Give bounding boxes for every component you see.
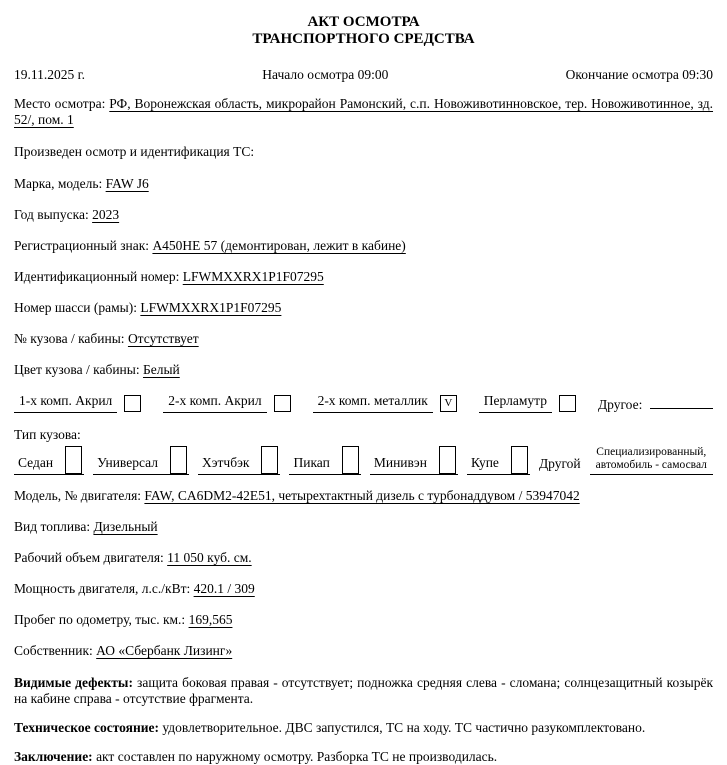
body-type-minivan <box>370 446 458 475</box>
field-value: 169,565 <box>188 612 233 627</box>
paragraph-visible-defects <box>14 675 713 707</box>
paragraph-text: удовлетворительное. ДВС запустился, ТС на ходу. ТС частично разукомплектовано. <box>162 720 646 735</box>
header-row <box>14 67 713 83</box>
field-body-color <box>14 362 713 378</box>
field-owner <box>14 643 713 659</box>
field-value: РФ, Воронежская область, микрорайон Рамонский, с.п. Новоживотинновское, тер. Новоживотинное, зд. 52/, пом. 1 <box>14 96 714 127</box>
other-blank-line <box>650 394 713 409</box>
title-line-1: АКТ ОСМОТРА <box>307 14 420 30</box>
field-label: № кузова / кабины: <box>14 331 125 346</box>
title-line-2: ТРАНСПОРТНОГО СРЕДСТВА <box>252 31 475 47</box>
body-type-other-label: Другой <box>538 456 581 471</box>
field-reg-plate <box>14 238 713 254</box>
checkbox-label: Минивэн <box>373 455 427 470</box>
field-value: 2023 <box>92 207 120 222</box>
field-label: Собственник: <box>14 643 93 658</box>
paragraph-text: акт составлен по наружному осмотру. Разборка ТС не производилась. <box>96 749 498 764</box>
field-value: Дизельный <box>93 519 158 534</box>
inspection-end-time: Окончание осмотра 09:30 <box>565 67 713 82</box>
checkbox-label: 1-х комп. Акрил <box>14 393 117 413</box>
field-engine-power <box>14 581 713 597</box>
paint-other <box>598 394 713 413</box>
field-value: LFWMXXRX1P1F07295 <box>140 300 282 315</box>
field-label: Идентификационный номер: <box>14 269 180 284</box>
field-body-number <box>14 331 713 347</box>
other-value-line-1: Специализированный, <box>596 446 707 458</box>
field-value: LFWMXXRX1P1F07295 <box>182 269 324 284</box>
field-label: Модель, № двигателя: <box>14 488 142 503</box>
field-value: Белый <box>142 362 180 377</box>
body-type-hatchback <box>198 446 280 475</box>
field-label: Цвет кузова / кабины: <box>14 362 140 377</box>
field-label: Вид топлива: <box>14 519 91 534</box>
field-odometer <box>14 612 713 628</box>
body-type-label: Тип кузова: <box>14 427 81 442</box>
checkbox[interactable] <box>65 446 82 474</box>
checkbox-label: Пикап <box>293 455 330 470</box>
checkbox-label: Седан <box>18 455 54 470</box>
checkbox-label: Перламутр <box>479 393 552 413</box>
paint-option-metallic <box>313 393 457 413</box>
field-value: АО «Сбербанк Лизинг» <box>96 643 233 658</box>
paint-type-row <box>14 393 713 413</box>
paragraph-label: Видимые дефекты: <box>14 675 133 690</box>
field-place <box>14 96 713 128</box>
paint-option-acrylic-2 <box>163 393 290 413</box>
field-year <box>14 207 713 223</box>
checkbox[interactable] <box>261 446 278 474</box>
body-type-wagon <box>93 446 189 475</box>
checkbox[interactable] <box>439 446 456 474</box>
body-type-sedan <box>14 446 84 475</box>
field-value: FAW, CA6DM2-42E51, четырехтактный дизель с турбонаддувом / 53947042 <box>144 488 580 503</box>
checkbox[interactable] <box>124 395 141 412</box>
field-value: А450НЕ 57 (демонтирован, лежит в кабине) <box>152 238 406 253</box>
paragraph-conclusion <box>14 749 713 765</box>
intro-line: Произведен осмотр и идентификация ТС: <box>14 144 255 159</box>
checkbox[interactable] <box>274 395 291 412</box>
field-label: Рабочий объем двигателя: <box>14 550 164 565</box>
body-type-row <box>14 446 713 475</box>
paint-option-acrylic-1 <box>14 393 141 413</box>
checkbox-label: 2-х комп. металлик <box>313 393 433 413</box>
field-label: Номер шасси (рамы): <box>14 300 137 315</box>
field-label: Место осмотра: <box>14 96 106 111</box>
field-label: Мощность двигателя, л.с./кВт: <box>14 581 191 596</box>
field-value: FAW J6 <box>105 176 149 191</box>
checkbox-label: Универсал <box>97 455 158 470</box>
other-value-line-2: автомобиль - самосвал <box>595 459 707 471</box>
field-label: Пробег по одометру, тыс. км.: <box>14 612 186 627</box>
checkbox[interactable] <box>511 446 528 474</box>
inspection-start-time: Начало осмотра 09:00 <box>262 67 389 82</box>
document-title <box>14 14 713 48</box>
field-value: 420.1 / 309 <box>193 581 255 596</box>
other-label: Другое: <box>597 396 643 412</box>
checkbox-checked[interactable]: V <box>440 395 457 412</box>
paint-option-pearl <box>479 393 576 413</box>
field-value: 11 050 куб. см. <box>167 550 252 565</box>
paragraph-label: Техническое состояние: <box>14 720 160 735</box>
field-fuel-type <box>14 519 713 535</box>
paragraph-technical-condition <box>14 720 713 736</box>
inspection-date: 19.11.2025 г. <box>14 67 86 82</box>
checkbox-label: Хэтчбэк <box>201 455 250 470</box>
field-label: Регистрационный знак: <box>14 238 150 253</box>
checkbox[interactable] <box>170 446 187 474</box>
field-chassis-number <box>14 300 713 316</box>
field-label: Марка, модель: <box>14 176 103 191</box>
field-value: Отсутствует <box>127 331 199 346</box>
field-engine-volume <box>14 550 713 566</box>
field-label: Год выпуска: <box>14 207 89 222</box>
checkbox-label: Купе <box>470 455 499 470</box>
body-type-pickup <box>289 446 360 475</box>
field-vin <box>14 269 713 285</box>
checkbox-label: 2-х комп. Акрил <box>163 393 266 413</box>
field-make-model <box>14 176 713 192</box>
checkbox[interactable] <box>342 446 359 474</box>
paragraph-text: защита боковая правая - отсутствует; подножка средняя слева - сломана; солнцезащитный козырёк на кабине справа - отсутствие фрагмента. <box>14 675 713 706</box>
body-type-other-value <box>590 446 713 475</box>
field-engine-model <box>14 488 713 504</box>
body-type-coupe <box>467 446 530 475</box>
paragraph-label: Заключение: <box>14 749 93 764</box>
checkbox[interactable] <box>559 395 576 412</box>
